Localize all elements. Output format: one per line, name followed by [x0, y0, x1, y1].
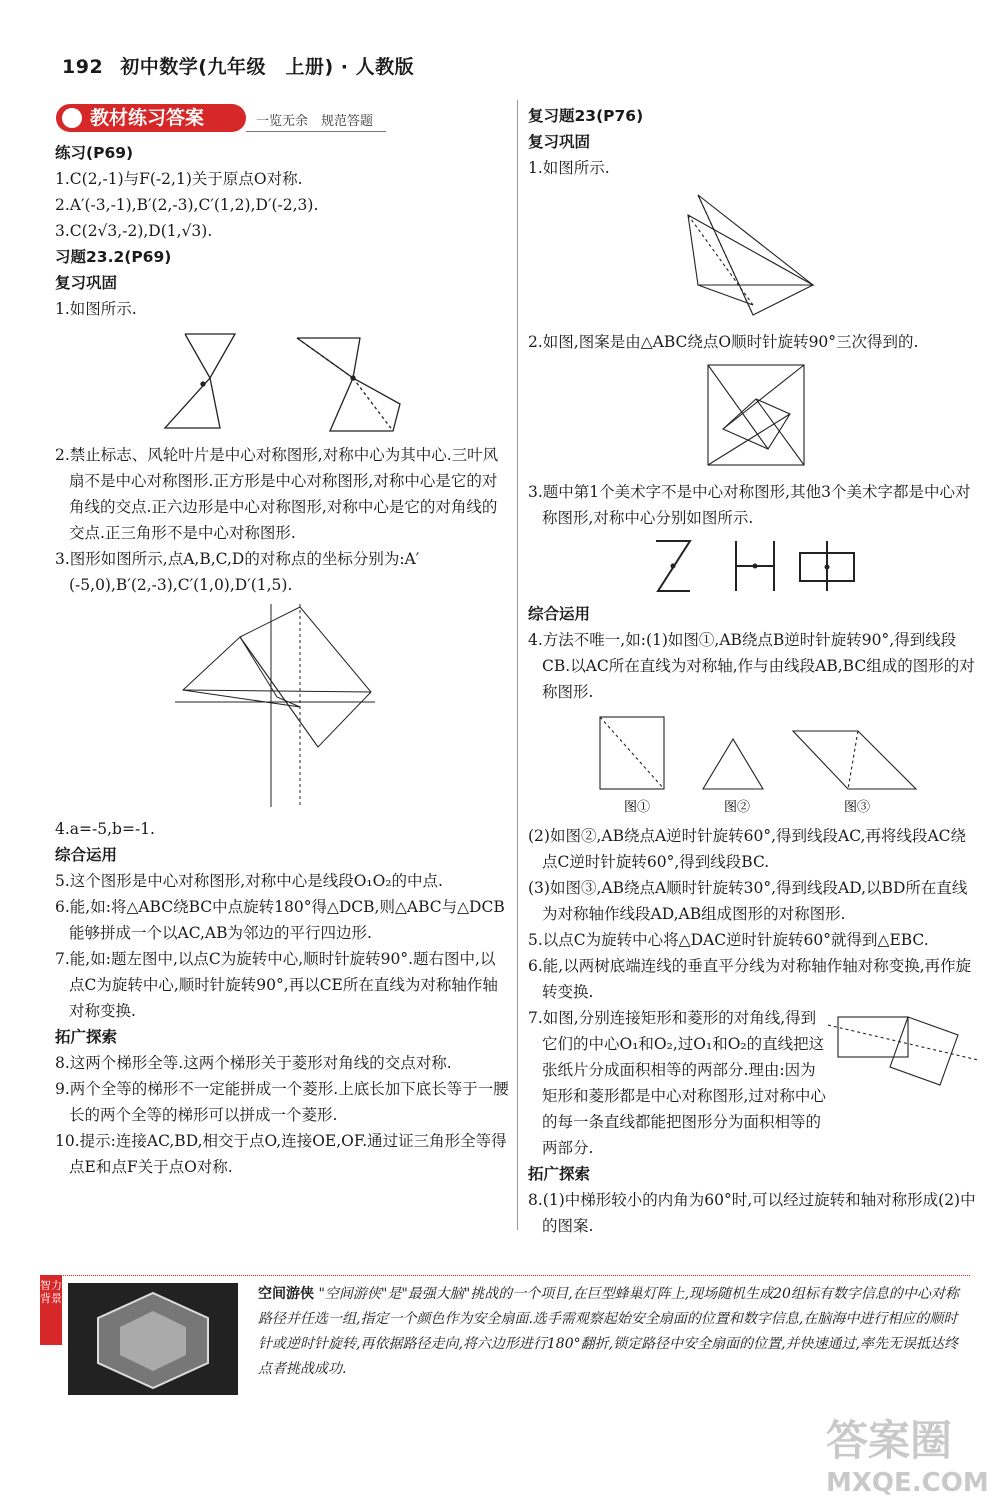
answer-item: 6.能,以两树底端连线的垂直平分线为对称轴作轴对称变换,再作旋转变换.	[528, 957, 972, 1001]
sidebar-lead: 空间游侠	[258, 1286, 314, 1302]
answer-item: 1.C(2,-1)与F(-2,1)关于原点O对称.	[55, 170, 303, 188]
answer-item: 3.题中第1个美术字不是中心对称图形,其他3个美术字都是中心对称图形,对称中心分别如图所示.	[528, 483, 971, 527]
answer-item: 5.以点C为旋转中心将△DAC逆时针旋转60°就得到△EBC.	[528, 931, 929, 949]
section-heading: 习题23.2(P69)	[55, 248, 172, 266]
subsection-heading: 复习巩固	[528, 133, 591, 151]
answer-item: (2)如图②,AB绕点A逆时针旋转60°,得到线段AC,再将线段AC绕点C逆时针旋转60°,得到线段BC.	[528, 827, 967, 871]
subsection-heading: 拓广探索	[528, 1165, 591, 1183]
answer-item: 3.图形如图所示,点A,B,C,D的对称点的坐标分别为:A′(-5,0),B′(2,-3),C′(1,0),D′(1,5).	[55, 550, 420, 594]
answer-item: 7.能,如:题左图中,以点C为旋转中心,顺时针旋转90°.题右图中,以点C为旋转中心,顺时针旋转90°,再以CE所在直线为对称轴作轴对称变换.	[55, 950, 498, 1020]
rect-rhombus-figure	[828, 1005, 978, 1100]
banner-title	[56, 104, 246, 132]
hexagon-illustration	[68, 1283, 238, 1395]
page-header	[62, 52, 414, 79]
answer-item: 4.a=-5,b=-1.	[55, 820, 155, 838]
answer-item: 2.如图,图案是由△ABC绕点O顺时针旋转90°三次得到的.	[528, 333, 919, 351]
answer-item: 1.如图所示.	[55, 300, 137, 318]
answer-item: (3)如图③,AB绕点A顺时针旋转30°,得到线段AD,以BD所在直线为对称轴作线段AD,AB组成图形的对称图形.	[528, 879, 968, 923]
subsection-heading: 拓广探索	[55, 1028, 118, 1046]
column-divider	[517, 100, 518, 1230]
section-banner	[56, 104, 386, 134]
fig2-label: 图②	[724, 800, 751, 815]
answer-item: 9.两个全等的梯形不一定能拼成一个菱形.上底长加下底长等于一腰长的两个全等的梯形可以拼成一个菱形.	[55, 1080, 509, 1124]
banner-title-text: 教材练习答案	[90, 107, 205, 129]
answer-item: 1.如图所示.	[528, 159, 610, 177]
answer-item: 3.C(2√3,-2),D(1,√3).	[55, 222, 213, 240]
construction-figures	[528, 709, 978, 819]
subsection-heading: 综合运用	[528, 605, 591, 623]
answer-item: 8.这两个梯形全等.这两个梯形关于菱形对角线的交点对称.	[55, 1054, 452, 1072]
subsection-heading: 综合运用	[55, 846, 118, 864]
banner-rule	[246, 131, 386, 132]
answer-item: 6.能,如:将△ABC绕BC中点旋转180°得△DCB,则△ABC与△DCB能够拼成一个以AC,AB为邻边的平行四边形.	[55, 898, 505, 942]
answer-item: 2.A′(-3,-1),B′(2,-3),C′(1,2),D′(-2,3).	[55, 196, 319, 214]
answer-item: 4.方法不唯一,如:(1)如图①,AB绕点B逆时针旋转90°,得到线段CB.以AC所在直线为对称轴,作与由线段AB,BC组成的图形的对称图形.	[528, 631, 975, 701]
answer-item: 8.(1)中梯形较小的内角为60°时,可以经过旋转和轴对称形成(2)中的图案.	[528, 1191, 976, 1235]
sidebar-body: "空间游侠"是"最强大脑"挑战的一个项目,在巨型蜂巢灯阵上,现场随机生成20组标有数字信息的中心对称路径并任选一组,指定一个颜色作为安全扇面.选手需观察起始安全扇面的位置和数字信息,在脑海中进行相应的顺时针或逆时针旋转,再依据路径走向,将六边形进行180°翻折,锁定路径中安全扇面的位置,并快速通过,率先无误抵达终点者挑战成功.	[258, 1286, 959, 1377]
banner-icon	[62, 108, 82, 128]
watermark-line1: 答案圈	[826, 1416, 953, 1465]
art-letters-figure	[528, 535, 978, 597]
banner-subtitle: 一览无余 规范答题	[256, 114, 374, 129]
rotation-figure	[528, 185, 978, 325]
answer-item: 5.这个图形是中心对称图形,对称中心是线段O₁O₂的中点.	[55, 872, 443, 890]
section-heading: 复习题23(P76)	[528, 107, 644, 125]
sidebar-tag: 智力背景	[40, 1275, 62, 1345]
right-column	[528, 103, 978, 1239]
hourglass-figure	[55, 326, 510, 438]
answer-item: 2.禁止标志、风轮叶片是中心对称图形,对称中心为其中心.三叶风扇不是中心对称图形.正方形是中心对称图形,对称中心是它的对角线的交点.正六边形是中心对称图形,对称中心是它的对角线的交点.正三角形不是中心对称图形.	[55, 446, 499, 542]
sidebar-text	[258, 1282, 968, 1382]
square-rotation-figure	[528, 359, 978, 475]
watermark	[826, 1408, 989, 1498]
book-title: 初中数学(九年级 上册) · 人教版	[120, 56, 415, 78]
answer-item: 7.如图,分别连接矩形和菱形的对角线,得到它们的中心O₁和O₂,过O₁和O₂的直线把这张纸片分成面积相等的两部分.理由:因为矩形和菱形都是中心对称图形,过对称中心的每一条直线都能把图形分为面积相等的两部分.	[528, 1009, 826, 1157]
section-heading: 练习(P69)	[55, 144, 134, 162]
coordinate-figure	[55, 602, 510, 812]
hexagon-photo	[68, 1283, 238, 1395]
subsection-heading: 复习巩固	[55, 274, 118, 292]
watermark-line2: MXQE.COM	[826, 1468, 989, 1498]
answer-item: 10.提示:连接AC,BD,相交于点O,连接OE,OF.通过证三角形全等得点E和点F关于点O对称.	[55, 1132, 507, 1176]
fig1-label: 图①	[624, 800, 651, 815]
fig3-label: 图③	[844, 800, 871, 815]
left-column	[55, 140, 510, 1180]
page-number: 192	[62, 56, 104, 78]
